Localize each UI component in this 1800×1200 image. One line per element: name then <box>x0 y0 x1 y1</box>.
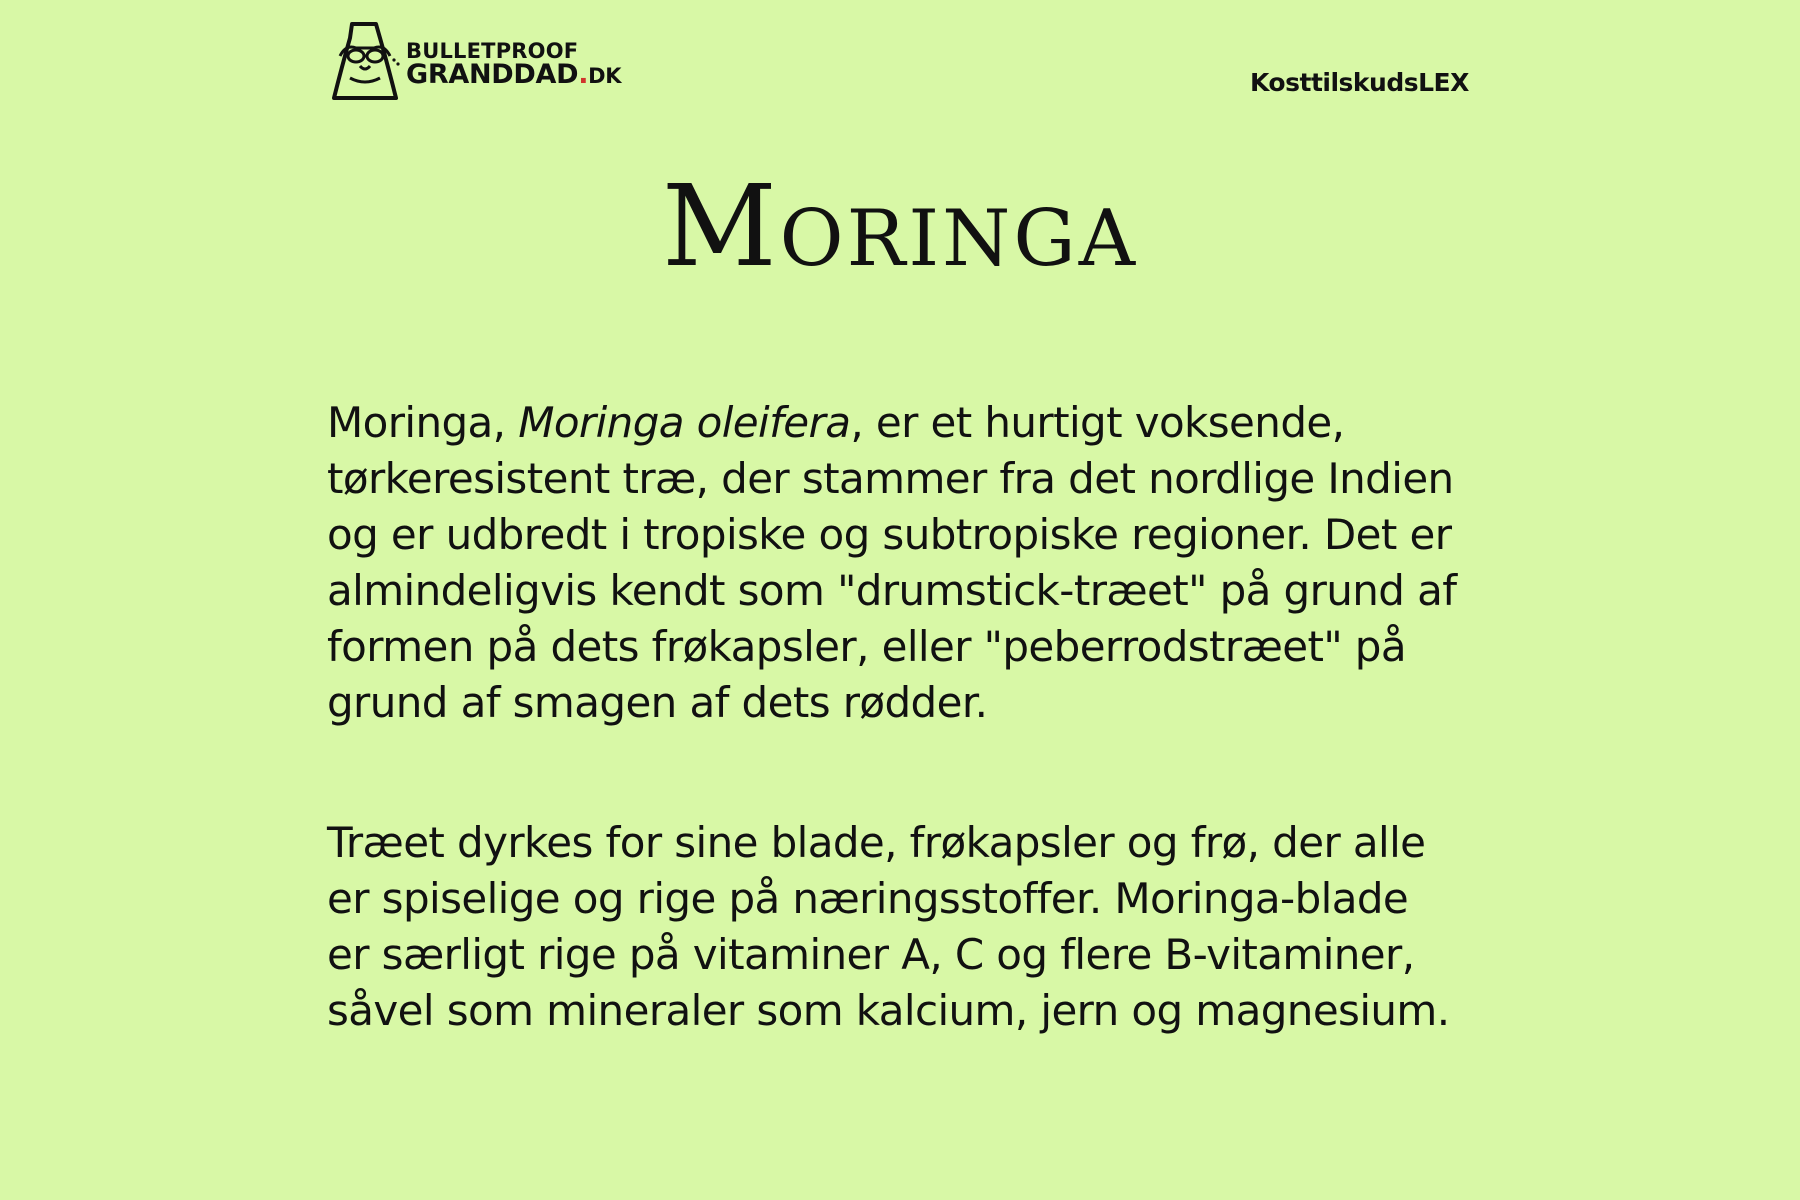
latin-name: Moringa oleifera <box>518 398 851 447</box>
logo-line-2-main: GRANDDAD <box>406 59 579 91</box>
bulldog-face-logo-icon <box>330 20 402 102</box>
logo-line-1: BULLETPROOF <box>406 39 579 64</box>
paragraph-1-intro: Moringa, <box>327 398 519 447</box>
logo-dot: . <box>578 59 589 91</box>
logo-line-2 <box>406 59 622 91</box>
paragraph-1-body: , er et hurtigt voksende, tørkeresistent træ, der stammer fra det nordlige Indien og er udbredt i tropiske og subtropiske regioner. Det er almindeligvis kendt som "drumstick-træet" på grund af formen på dets frøkapsler, eller "peberrodstræet" på grund af smagen af dets rødder. <box>327 398 1457 727</box>
logo-suffix: DK <box>588 64 622 89</box>
logo-wordmark <box>406 39 622 91</box>
article-content <box>327 395 1457 1039</box>
site-header <box>0 0 1800 130</box>
article-paragraph-1 <box>327 395 1457 731</box>
site-logo[interactable] <box>330 20 621 102</box>
page-title: Moringa <box>661 162 1139 292</box>
article-paragraph-2: Træet dyrkes for sine blade, frøkapsler og frø, der alle er spiselige og rige på næringsstoffer. Moringa-blade er særligt rige på vitaminer A, C og flere B-vitaminer, såvel som mineraler som kalcium, jern og magnesium. <box>327 818 1450 1035</box>
nav-link-kosttilskudslex[interactable]: KosttilskudsLEX <box>1250 68 1469 97</box>
